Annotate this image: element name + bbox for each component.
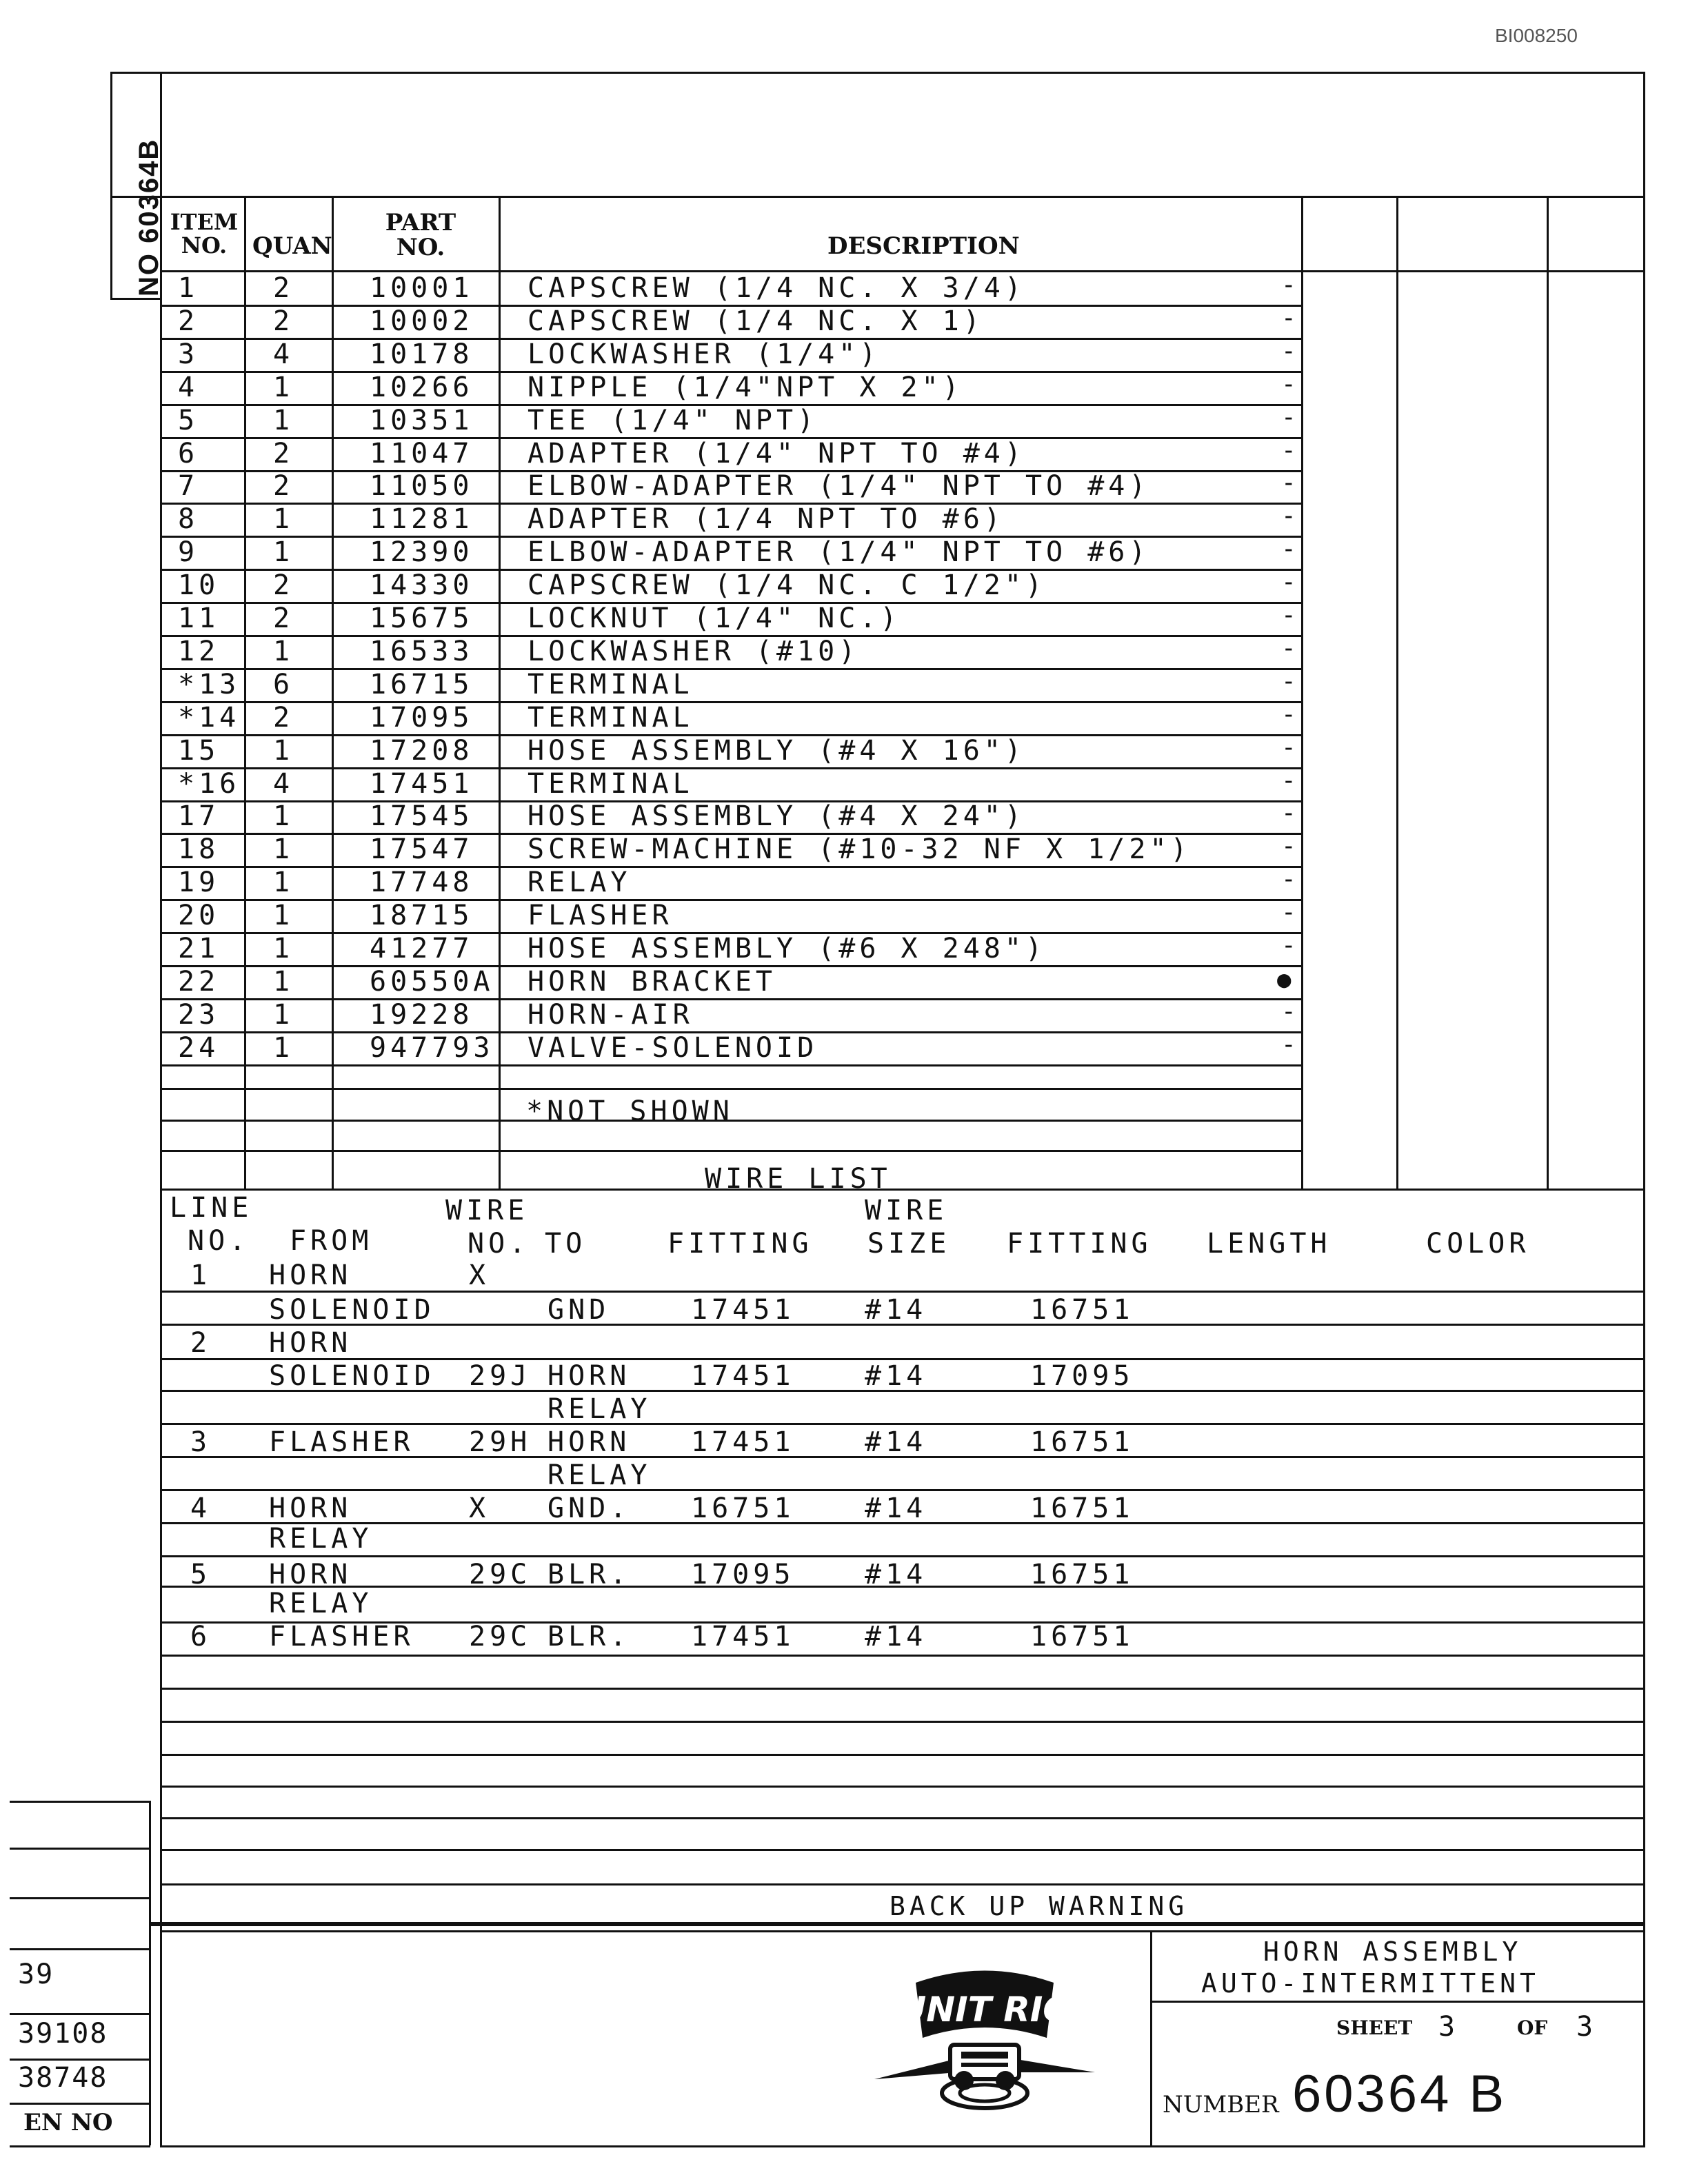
header-description: DESCRIPTION <box>827 232 1020 260</box>
row-rule <box>160 767 1302 769</box>
wire-size: #14 <box>865 1493 927 1524</box>
wire-from: RELAY <box>269 1523 373 1555</box>
part-description: ADAPTER (1/4 NPT TO #6) <box>528 503 1005 536</box>
part-quantity: 4 <box>273 338 294 370</box>
wire-header-from: FROM <box>290 1225 373 1257</box>
part-quantity: 1 <box>273 536 294 569</box>
part-mark: - <box>1281 832 1296 861</box>
part-quantity: 1 <box>273 933 294 964</box>
logo-text: UNIT RIG <box>898 1990 1072 2030</box>
wire-fitting-2: 16751 <box>1030 1493 1134 1524</box>
part-mark: - <box>1281 898 1296 927</box>
part-mark: - <box>1281 733 1296 762</box>
row-rule <box>160 1088 1302 1090</box>
part-mark: - <box>1281 303 1296 332</box>
wire-fitting-1: 17451 <box>691 1294 795 1326</box>
wire-row-rule <box>160 1423 1645 1425</box>
part-quantity: 1 <box>273 734 294 767</box>
part-item-no: 20 <box>178 900 220 932</box>
wire-size: #14 <box>865 1294 927 1326</box>
part-item-no: 3 <box>178 338 199 370</box>
part-quantity: 1 <box>273 635 294 667</box>
part-item-no: *13 <box>178 668 241 700</box>
part-item-no: 23 <box>178 998 220 1031</box>
part-description: TERMINAL <box>528 701 694 734</box>
wire-to: HORN <box>547 1360 631 1392</box>
part-quantity: 2 <box>273 701 294 734</box>
blank-rule <box>160 1754 1645 1756</box>
part-number: 11281 <box>370 503 474 536</box>
wire-from: SOLENOID <box>269 1294 435 1326</box>
wire-from: RELAY <box>269 1588 373 1619</box>
part-item-no: 8 <box>178 503 199 536</box>
wire-row-rule <box>160 1621 1645 1624</box>
part-description: CAPSCREW (1/4 NC. X 1) <box>528 305 984 337</box>
wire-row-rule <box>160 1555 1645 1557</box>
part-item-no: 5 <box>178 404 199 436</box>
wire-line-no: 2 <box>190 1327 212 1359</box>
part-description: VALVE-SOLENOID <box>528 1031 818 1064</box>
wire-fitting-1: 17095 <box>691 1559 795 1590</box>
part-description: RELAY <box>528 867 632 899</box>
row-rule <box>160 899 1302 901</box>
part-number: 17547 <box>370 833 474 866</box>
part-description: CAPSCREW (1/4 NC. C 1/2") <box>528 569 1047 602</box>
row-rule <box>160 701 1302 703</box>
wire-no: 29C <box>469 1559 532 1590</box>
wire-from: SOLENOID <box>269 1360 435 1392</box>
part-number: 17095 <box>370 701 474 734</box>
part-quantity: 2 <box>273 470 294 503</box>
part-description: LOCKNUT (1/4" NC.) <box>528 603 901 634</box>
part-number: 19228 <box>370 998 474 1031</box>
part-quantity: 1 <box>273 900 294 932</box>
header-quan: QUAN <box>252 232 332 260</box>
back-up-warning: BACK UP WARNING <box>890 1891 1189 1921</box>
wire-header-fitting: FITTING <box>667 1228 813 1260</box>
of-number: 3 <box>1576 2011 1594 2043</box>
part-number: 14330 <box>370 569 474 602</box>
part-item-no: 21 <box>178 933 220 964</box>
wire-from: HORN <box>269 1327 352 1359</box>
part-mark: - <box>1281 667 1296 696</box>
wire-no: 29C <box>469 1621 532 1652</box>
part-quantity: 1 <box>273 833 294 866</box>
wire-header-wire: WIRE <box>445 1195 529 1226</box>
unit-rig-logo <box>867 1955 1102 2121</box>
en-number-2: 39108 <box>18 2018 108 2050</box>
part-mark: - <box>1281 502 1296 531</box>
wire-header-size: SIZE <box>867 1228 951 1260</box>
wire-to: RELAY <box>547 1393 652 1425</box>
wire-to: GND. <box>547 1493 631 1524</box>
part-number: 947793 <box>370 1031 494 1064</box>
wire-row-rule <box>160 1324 1645 1326</box>
part-mark: - <box>1281 601 1296 629</box>
part-mark: - <box>1281 997 1296 1026</box>
part-number: 60550A <box>370 965 494 998</box>
wire-header-length: LENGTH <box>1207 1228 1332 1260</box>
row-rule <box>160 866 1302 868</box>
wire-header-to: TO <box>545 1228 587 1260</box>
part-description: CAPSCREW (1/4 NC. X 3/4) <box>528 272 1025 304</box>
part-quantity: 1 <box>273 1031 294 1064</box>
drawing-number-vertical: NO 60364B <box>134 138 164 296</box>
part-number: 10351 <box>370 404 474 436</box>
part-number: 16715 <box>370 668 474 700</box>
part-mark: - <box>1281 865 1296 894</box>
blank-rule <box>160 1817 1645 1819</box>
wire-line-no: 6 <box>190 1621 212 1652</box>
wire-row-rule <box>160 1586 1645 1588</box>
drawing-number: 60364 B <box>1292 2065 1507 2123</box>
part-quantity: 1 <box>273 404 294 436</box>
wire-from: HORN <box>269 1260 352 1291</box>
wire-size: #14 <box>865 1559 927 1590</box>
part-mark: - <box>1281 700 1296 729</box>
part-item-no: 2 <box>178 305 199 337</box>
part-item-no: 22 <box>178 965 220 998</box>
wire-header-no: NO. <box>188 1225 250 1257</box>
wire-size: #14 <box>865 1621 927 1652</box>
blank-rule <box>160 1721 1645 1723</box>
part-item-no: 4 <box>178 371 199 403</box>
part-mark: - <box>1281 336 1296 365</box>
part-description: FLASHER <box>528 900 673 932</box>
part-item-no: 12 <box>178 635 220 667</box>
part-item-no: 18 <box>178 833 220 866</box>
part-quantity: 1 <box>273 503 294 536</box>
part-description: TERMINAL <box>528 668 694 700</box>
wire-line-no: 1 <box>190 1260 212 1291</box>
number-label: NUMBER <box>1163 2091 1279 2119</box>
document-id: BI008250 <box>1495 25 1578 46</box>
part-number: 12390 <box>370 536 474 569</box>
part-mark: - <box>1281 634 1296 663</box>
wire-list-title: WIRE LIST <box>705 1163 892 1195</box>
sheet-label: SHEET <box>1336 2016 1413 2039</box>
part-mark: - <box>1281 271 1296 299</box>
header-part-no: PART NO. <box>385 209 456 261</box>
part-description: TEE (1/4" NPT) <box>528 404 818 436</box>
part-item-no: *14 <box>178 701 241 734</box>
wire-fitting-1: 17451 <box>691 1426 795 1458</box>
part-description: HORN BRACKET <box>528 965 776 998</box>
wire-to: HORN <box>547 1426 631 1458</box>
part-item-no: 15 <box>178 734 220 767</box>
en-number-1: 39 <box>18 1959 54 1990</box>
part-description: ELBOW-ADAPTER (1/4" NPT TO #4) <box>528 470 1150 503</box>
part-number: 17208 <box>370 734 474 767</box>
part-number: 15675 <box>370 603 474 634</box>
wire-row-rule <box>160 1291 1645 1293</box>
part-description: NIPPLE (1/4"NPT X 2") <box>528 371 963 403</box>
wire-header-wire-2: WIRE <box>865 1195 948 1226</box>
part-quantity: 4 <box>273 767 294 800</box>
part-description: HOSE ASSEMBLY (#6 X 248") <box>528 933 1047 964</box>
wire-no: 29J <box>469 1360 532 1392</box>
part-item-no: 10 <box>178 569 220 602</box>
part-number: 11047 <box>370 437 474 469</box>
part-mark: - <box>1281 568 1296 597</box>
part-item-no: 1 <box>178 272 199 304</box>
part-quantity: 2 <box>273 603 294 634</box>
part-mark: - <box>1281 799 1296 828</box>
title-line-1: HORN ASSEMBLY <box>1263 1937 1523 1967</box>
wire-fitting-1: 17451 <box>691 1360 795 1392</box>
part-description: HOSE ASSEMBLY (#4 X 16") <box>528 734 1025 767</box>
part-number: 17545 <box>370 800 474 833</box>
part-quantity: 1 <box>273 867 294 899</box>
part-number: 41277 <box>370 933 474 964</box>
part-description: LOCKWASHER (#10) <box>528 635 860 667</box>
wire-header-line: LINE <box>170 1192 253 1224</box>
wire-fitting-2: 16751 <box>1030 1294 1134 1326</box>
row-rule <box>160 998 1302 1000</box>
part-quantity: 2 <box>273 272 294 304</box>
part-number: 10001 <box>370 272 474 304</box>
part-item-no: 11 <box>178 603 220 634</box>
part-description: HOSE ASSEMBLY (#4 X 24") <box>528 800 1025 833</box>
wire-row-rule <box>160 1522 1645 1524</box>
title-line-2: AUTO-INTERMITTENT <box>1201 1968 1540 1999</box>
header-item-no: ITEM NO. <box>170 209 239 259</box>
part-mark: - <box>1281 469 1296 498</box>
wire-fitting-2: 17095 <box>1030 1360 1134 1392</box>
wire-row-rule <box>160 1655 1645 1657</box>
part-number: 10178 <box>370 338 474 370</box>
part-mark: - <box>1281 370 1296 398</box>
part-number: 17748 <box>370 867 474 899</box>
part-quantity: 2 <box>273 305 294 337</box>
part-item-no: 24 <box>178 1031 220 1064</box>
part-description: TERMINAL <box>528 767 694 800</box>
wire-size: #14 <box>865 1426 927 1458</box>
part-item-no: 9 <box>178 536 199 569</box>
blank-rule <box>160 1883 1645 1885</box>
part-mark: - <box>1281 766 1296 795</box>
part-quantity: 2 <box>273 569 294 602</box>
blank-rule <box>160 1786 1645 1788</box>
wire-row-rule <box>160 1390 1645 1392</box>
part-item-no: 19 <box>178 867 220 899</box>
wire-to: RELAY <box>547 1459 652 1491</box>
blank-rule <box>160 1688 1645 1690</box>
part-mark: - <box>1281 1030 1296 1059</box>
wire-fitting-2: 16751 <box>1030 1559 1134 1590</box>
wire-to: BLR. <box>547 1559 631 1590</box>
part-quantity: 1 <box>273 371 294 403</box>
wire-fitting-1: 17451 <box>691 1621 795 1652</box>
en-number-3: 38748 <box>18 2062 108 2094</box>
part-mark: - <box>1281 931 1296 960</box>
of-label: OF <box>1517 2016 1548 2039</box>
sheet-number: 3 <box>1438 2011 1456 2043</box>
not-shown-note: *NOT SHOWN <box>526 1095 734 1127</box>
wire-row-rule <box>160 1358 1645 1360</box>
part-quantity: 1 <box>273 800 294 833</box>
wire-from: HORN <box>269 1493 352 1524</box>
wire-no: 29H <box>469 1426 532 1458</box>
wire-from: FLASHER <box>269 1426 414 1458</box>
part-mark: - <box>1281 535 1296 564</box>
part-item-no: 17 <box>178 800 220 833</box>
part-quantity: 6 <box>273 668 294 700</box>
part-number: 17451 <box>370 767 474 800</box>
wire-size: #14 <box>865 1360 927 1392</box>
part-item-no: 7 <box>178 470 199 503</box>
wire-no: X <box>469 1493 490 1524</box>
row-rule <box>160 1150 1302 1152</box>
part-description: SCREW-MACHINE (#10-32 NF X 1/2") <box>528 833 1192 866</box>
wire-fitting-1: 16751 <box>691 1493 795 1524</box>
part-number: 16533 <box>370 635 474 667</box>
part-quantity: 1 <box>273 998 294 1031</box>
part-description: LOCKWASHER (1/4") <box>528 338 881 370</box>
en-no-label: EN NO <box>23 2109 113 2136</box>
wire-to: GND <box>547 1294 610 1326</box>
wire-line-no: 3 <box>190 1426 212 1458</box>
part-description: ELBOW-ADAPTER (1/4" NPT TO #6) <box>528 536 1150 569</box>
wire-header-color: COLOR <box>1426 1228 1530 1260</box>
row-rule <box>160 1064 1302 1066</box>
wire-from: HORN <box>269 1559 352 1590</box>
part-number: 18715 <box>370 900 474 932</box>
wire-from: FLASHER <box>269 1621 414 1652</box>
part-quantity: 2 <box>273 437 294 469</box>
part-mark: ● <box>1277 965 1292 993</box>
wire-header-wire-no: NO. <box>468 1228 530 1260</box>
wire-row-rule <box>160 1489 1645 1491</box>
part-number: 11050 <box>370 470 474 503</box>
part-item-no: *16 <box>178 767 241 800</box>
part-description: HORN-AIR <box>528 998 694 1031</box>
wire-line-no: 4 <box>190 1493 212 1524</box>
wire-to: BLR. <box>547 1621 631 1652</box>
wire-header-fitting-2: FITTING <box>1007 1228 1152 1260</box>
part-mark: - <box>1281 436 1296 465</box>
part-quantity: 1 <box>273 965 294 998</box>
part-number: 10266 <box>370 371 474 403</box>
wire-fitting-2: 16751 <box>1030 1621 1134 1652</box>
part-item-no: 6 <box>178 437 199 469</box>
blank-rule <box>160 1849 1645 1851</box>
wire-no: X <box>469 1260 490 1291</box>
wire-fitting-2: 16751 <box>1030 1426 1134 1458</box>
row-rule <box>160 668 1302 670</box>
part-description: ADAPTER (1/4" NPT TO #4) <box>528 437 1025 469</box>
wire-line-no: 5 <box>190 1559 212 1590</box>
part-number: 10002 <box>370 305 474 337</box>
wire-row-rule <box>160 1456 1645 1458</box>
part-mark: - <box>1281 403 1296 432</box>
